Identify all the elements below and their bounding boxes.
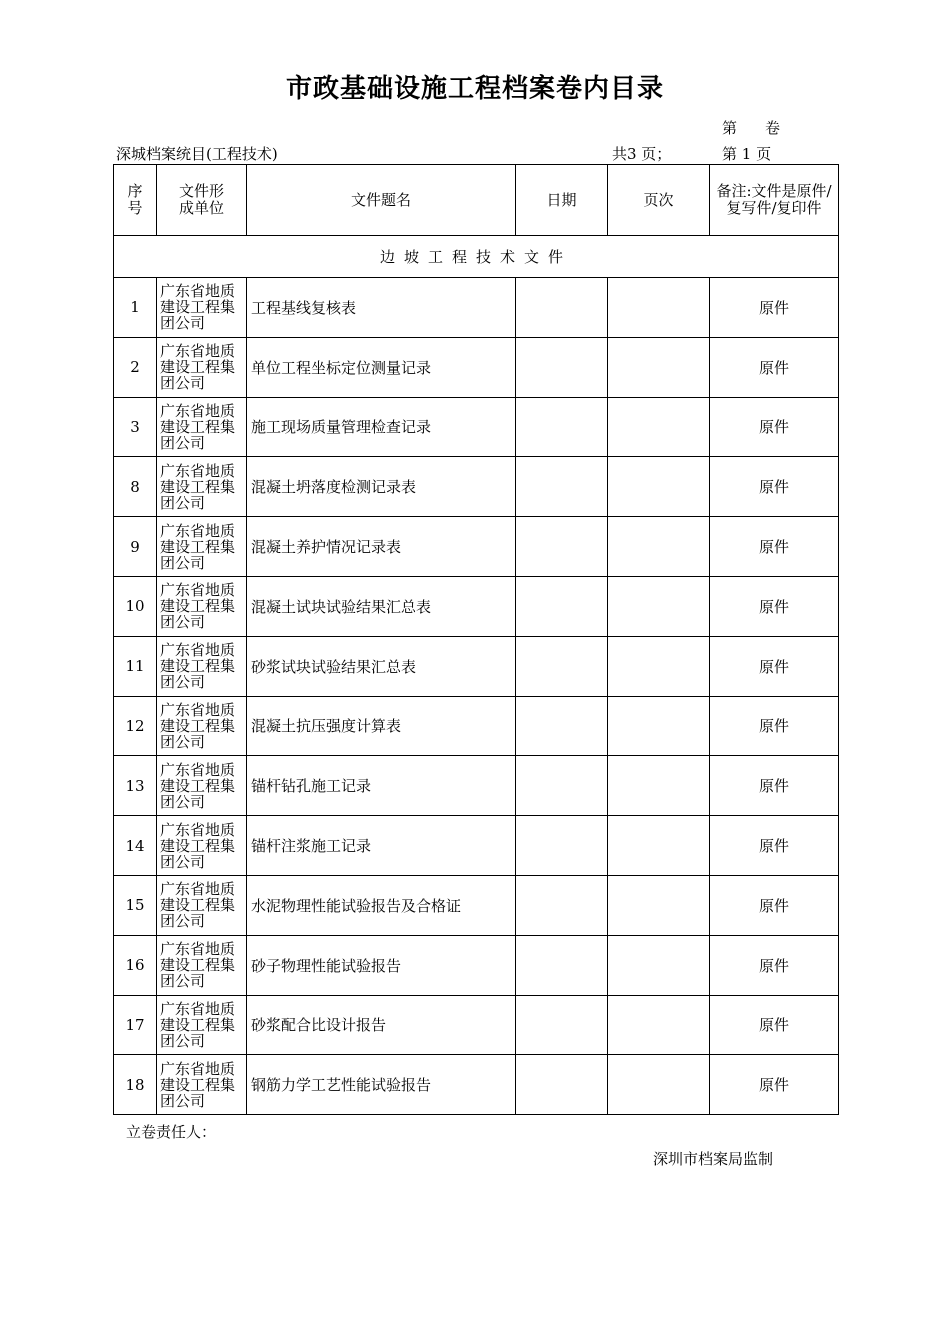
cell-name: 混凝土试块试验结果汇总表 bbox=[247, 576, 516, 636]
cell-date bbox=[516, 816, 608, 876]
header-date: 日期 bbox=[516, 165, 608, 236]
cell-seq: 17 bbox=[114, 995, 157, 1055]
supervised-by: 深圳市档案局监制 bbox=[653, 1150, 774, 1168]
cell-unit: 广东省地质建设工程集团公司 bbox=[157, 816, 247, 876]
cell-pages bbox=[608, 935, 710, 995]
cell-name: 锚杆注浆施工记录 bbox=[247, 816, 516, 876]
header-seq: 序号 bbox=[114, 165, 157, 236]
table-row bbox=[114, 935, 839, 995]
cell-note: 原件 bbox=[710, 517, 839, 577]
table-row bbox=[114, 995, 839, 1055]
cell-seq: 12 bbox=[114, 696, 157, 756]
table-row bbox=[114, 816, 839, 876]
cell-note: 原件 bbox=[710, 816, 839, 876]
cell-date bbox=[516, 756, 608, 816]
cell-name: 施工现场质量管理检查记录 bbox=[247, 397, 516, 457]
table-row bbox=[114, 576, 839, 636]
table-row bbox=[114, 1055, 839, 1115]
cell-date bbox=[516, 995, 608, 1055]
responsible-person-label: 立卷责任人： bbox=[126, 1123, 217, 1141]
cell-name: 砂浆试块试验结果汇总表 bbox=[247, 636, 516, 696]
cell-seq: 18 bbox=[114, 1055, 157, 1115]
table-row bbox=[114, 696, 839, 756]
header-pages: 页次 bbox=[608, 165, 710, 236]
cell-seq: 2 bbox=[114, 337, 157, 397]
catalog-table bbox=[113, 164, 839, 1115]
cell-seq: 3 bbox=[114, 397, 157, 457]
cell-date bbox=[516, 875, 608, 935]
cell-pages bbox=[608, 816, 710, 876]
cell-pages bbox=[608, 995, 710, 1055]
cell-name: 混凝土抗压强度计算表 bbox=[247, 696, 516, 756]
header-name: 文件题名 bbox=[247, 165, 516, 236]
cell-name: 砂浆配合比设计报告 bbox=[247, 995, 516, 1055]
cell-date bbox=[516, 337, 608, 397]
cell-unit: 广东省地质建设工程集团公司 bbox=[157, 457, 247, 517]
cell-note: 原件 bbox=[710, 337, 839, 397]
table-header-row bbox=[114, 165, 839, 236]
cell-unit: 广东省地质建设工程集团公司 bbox=[157, 696, 247, 756]
header-note: 备注:文件是原件/复写件/复印件 bbox=[710, 165, 839, 236]
cell-pages bbox=[608, 576, 710, 636]
volume-label-juan: 卷 bbox=[765, 119, 781, 137]
cell-note: 原件 bbox=[710, 1055, 839, 1115]
cell-pages bbox=[608, 517, 710, 577]
cell-date bbox=[516, 576, 608, 636]
cell-unit: 广东省地质建设工程集团公司 bbox=[157, 397, 247, 457]
cell-name: 工程基线复核表 bbox=[247, 278, 516, 338]
cell-note: 原件 bbox=[710, 278, 839, 338]
page-title: 市政基础设施工程档案卷内目录 bbox=[285, 74, 664, 104]
cell-unit: 广东省地质建设工程集团公司 bbox=[157, 875, 247, 935]
section-row bbox=[114, 236, 839, 278]
table-row bbox=[114, 457, 839, 517]
cell-pages bbox=[608, 337, 710, 397]
section-title: 边坡工程技术文件 bbox=[114, 236, 839, 278]
cell-name: 混凝土坍落度检测记录表 bbox=[247, 457, 516, 517]
cell-seq: 10 bbox=[114, 576, 157, 636]
cell-name: 锚杆钻孔施工记录 bbox=[247, 756, 516, 816]
cell-seq: 8 bbox=[114, 457, 157, 517]
cell-pages bbox=[608, 756, 710, 816]
cell-unit: 广东省地质建设工程集团公司 bbox=[157, 278, 247, 338]
cell-note: 原件 bbox=[710, 935, 839, 995]
cell-unit: 广东省地质建设工程集团公司 bbox=[157, 517, 247, 577]
cell-date bbox=[516, 278, 608, 338]
cell-seq: 16 bbox=[114, 935, 157, 995]
table-row bbox=[114, 278, 839, 338]
cell-unit: 广东省地质建设工程集团公司 bbox=[157, 576, 247, 636]
cell-name: 钢筋力学工艺性能试验报告 bbox=[247, 1055, 516, 1115]
cell-note: 原件 bbox=[710, 995, 839, 1055]
header-unit: 文件形成单位 bbox=[157, 165, 247, 236]
cell-unit: 广东省地质建设工程集团公司 bbox=[157, 636, 247, 696]
cell-note: 原件 bbox=[710, 457, 839, 517]
cell-unit: 广东省地质建设工程集团公司 bbox=[157, 756, 247, 816]
cell-note: 原件 bbox=[710, 397, 839, 457]
table-row bbox=[114, 756, 839, 816]
cell-pages bbox=[608, 636, 710, 696]
table-row bbox=[114, 875, 839, 935]
cell-pages bbox=[608, 875, 710, 935]
table-row bbox=[114, 337, 839, 397]
page-number: 第 1 页 bbox=[722, 145, 772, 163]
cell-unit: 广东省地质建设工程集团公司 bbox=[157, 1055, 247, 1115]
cell-name: 砂子物理性能试验报告 bbox=[247, 935, 516, 995]
cell-pages bbox=[608, 397, 710, 457]
total-pages: 共3 页； bbox=[612, 145, 672, 163]
cell-unit: 广东省地质建设工程集团公司 bbox=[157, 935, 247, 995]
cell-date bbox=[516, 517, 608, 577]
cell-note: 原件 bbox=[710, 636, 839, 696]
cell-name: 单位工程坐标定位测量记录 bbox=[247, 337, 516, 397]
table-row bbox=[114, 517, 839, 577]
cell-pages bbox=[608, 278, 710, 338]
cell-seq: 11 bbox=[114, 636, 157, 696]
cell-note: 原件 bbox=[710, 875, 839, 935]
table-row bbox=[114, 636, 839, 696]
cell-date bbox=[516, 696, 608, 756]
table-row bbox=[114, 397, 839, 457]
cell-date bbox=[516, 1055, 608, 1115]
volume-label-di: 第 bbox=[722, 119, 738, 137]
cell-name: 混凝土养护情况记录表 bbox=[247, 517, 516, 577]
cell-unit: 广东省地质建设工程集团公司 bbox=[157, 995, 247, 1055]
cell-name: 水泥物理性能试验报告及合格证 bbox=[247, 875, 516, 935]
cell-pages bbox=[608, 457, 710, 517]
cell-date bbox=[516, 935, 608, 995]
cell-date bbox=[516, 457, 608, 517]
cell-note: 原件 bbox=[710, 696, 839, 756]
cell-note: 原件 bbox=[710, 576, 839, 636]
cell-date bbox=[516, 397, 608, 457]
cell-pages bbox=[608, 696, 710, 756]
cell-pages bbox=[608, 1055, 710, 1115]
cell-seq: 13 bbox=[114, 756, 157, 816]
cell-seq: 1 bbox=[114, 278, 157, 338]
cell-seq: 15 bbox=[114, 875, 157, 935]
cell-seq: 9 bbox=[114, 517, 157, 577]
cell-seq: 14 bbox=[114, 816, 157, 876]
archive-catalog: 深城档案统目(工程技术) bbox=[116, 145, 278, 163]
cell-unit: 广东省地质建设工程集团公司 bbox=[157, 337, 247, 397]
cell-note: 原件 bbox=[710, 756, 839, 816]
cell-date bbox=[516, 636, 608, 696]
